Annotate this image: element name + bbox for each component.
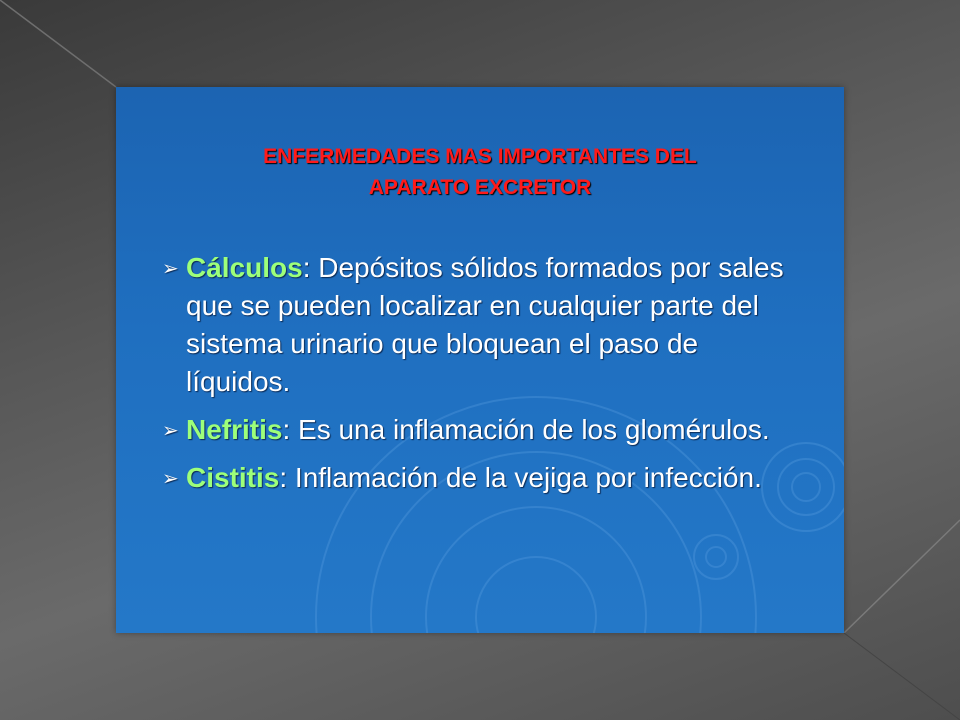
term-nefritis: Nefritis [186,414,283,445]
arrowhead-bullet-icon: ➢ [162,258,179,280]
arrowhead-bullet-icon: ➢ [162,420,179,442]
definition-cistitis: Inflamación de la vejiga por infección. [294,462,762,493]
separator: : [282,414,299,445]
slide-title-line-1: ENFERMEDADES MAS IMPORTANTES DEL [263,145,697,168]
disease-list [162,249,802,507]
definition-calculos: Depósitos sólidos formados por sales que se pueden localizar en cualquier parte del sistema urinario que bloquean el paso de líquidos. [186,252,784,397]
slide-panel [116,87,844,633]
list-item-nefritis [162,411,802,449]
list-item-calculos [162,249,802,401]
definition-nefritis: Es una inflamación de los glomérulos. [298,414,770,445]
separator: : [302,252,319,283]
separator: : [279,462,295,493]
term-cistitis: Cistitis [186,462,280,493]
slide-title-line-2: APARATO EXCRETOR [368,176,592,199]
slide-title [156,141,804,203]
term-calculos: Cálculos [186,252,303,283]
arrowhead-bullet-icon: ➢ [162,468,179,490]
list-item-cistitis [162,459,802,497]
